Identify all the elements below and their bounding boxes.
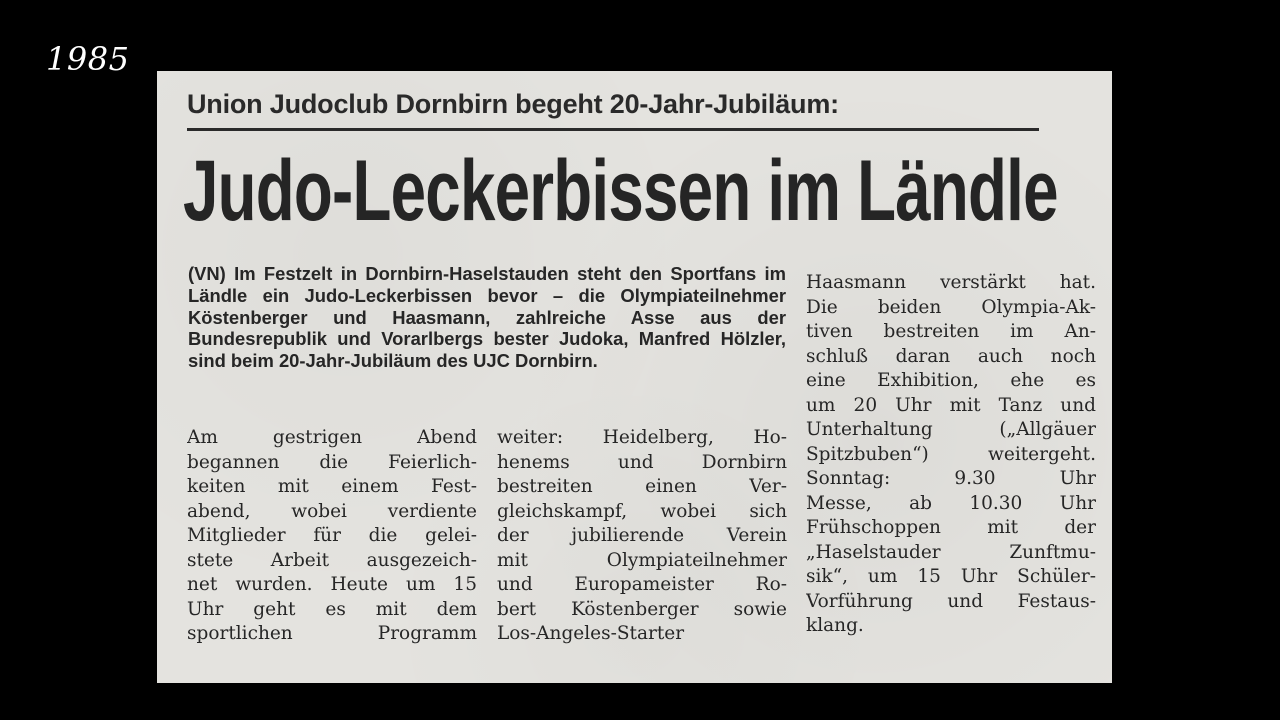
article-line: stete Arbeit ausgezeich-	[187, 549, 477, 571]
article-line: Los-Angeles-Starter	[497, 623, 685, 644]
article-line: Sonntag: 9.30 Uhr	[806, 468, 1096, 489]
article-headline: Judo-Leckerbissen im Ländle	[183, 143, 1058, 239]
article-column-1	[187, 426, 477, 647]
article-line: bestreiten einen Ver-	[497, 476, 787, 497]
article-line: Haasmann verstärkt hat.	[806, 272, 1096, 293]
article-line: klang.	[806, 615, 864, 636]
article-line: Unterhaltung („Allgäuer	[806, 419, 1096, 440]
article-line: Spitzbuben“) weitergeht.	[806, 443, 1096, 465]
year-label: 1985	[46, 40, 130, 78]
article-kicker: Union Judoclub Dornbirn begeht 20-Jahr-Jubiläum:	[187, 89, 839, 119]
article-line: henems und Dornbirn	[497, 451, 787, 473]
article-line: sik“, um 15 Uhr Schüler-	[806, 566, 1096, 587]
article-line: weiter: Heidelberg, Ho-	[497, 427, 787, 448]
article-line: der jubilierende Verein	[497, 525, 787, 546]
article-line: mit Olympiateilnehmer	[497, 549, 787, 571]
article-column-2	[497, 426, 787, 647]
article-line: sportlichen Programm	[187, 623, 477, 644]
article-line: „Haselstauder Zunftmu-	[806, 541, 1096, 563]
article-line: eine Exhibition, ehe es	[806, 370, 1096, 391]
article-line: net wurden. Heute um 15	[187, 574, 477, 595]
article-line: gleichskampf, wobei sich	[497, 500, 787, 522]
article-line: begannen die Feierlich-	[187, 451, 477, 473]
article-line: und Europameister Ro-	[497, 574, 787, 595]
article-line: abend, wobei verdiente	[187, 500, 477, 522]
article-line: Uhr geht es mit dem	[187, 598, 477, 620]
article-line: um 20 Uhr mit Tanz und	[806, 394, 1096, 416]
article-line: Vorführung und Festaus-	[806, 590, 1096, 612]
article-line: Die beiden Olympia-Ak-	[806, 296, 1096, 318]
article-line: Mitglieder für die gelei-	[187, 525, 477, 546]
article-line: Messe, ab 10.30 Uhr	[806, 492, 1096, 514]
article-line: bert Köstenberger sowie	[497, 598, 787, 620]
kicker-rule	[187, 128, 1039, 131]
article-column-3	[806, 271, 1096, 639]
article-line: keiten mit einem Fest-	[187, 476, 477, 497]
article-line: Frühschoppen mit der	[806, 517, 1096, 538]
article-line: tiven bestreiten im An-	[806, 321, 1096, 342]
newspaper-clipping	[157, 71, 1112, 683]
article-line: schluß daran auch noch	[806, 345, 1096, 367]
article-lead: (VN) Im Festzelt in Dornbirn-Haselstauden steht den Sportfans im Ländle ein Judo-Leckerbissen bevor – die Olympiateilnehmer Köstenberger und Haasmann, zahlreiche Asse aus der Bundesrepublik und Vorarlbergs bester Judoka, Manfred Hölzler, sind beim 20-Jahr-Jubiläum des UJC Dornbirn.	[188, 263, 786, 372]
article-line: Am gestrigen Abend	[187, 427, 477, 448]
